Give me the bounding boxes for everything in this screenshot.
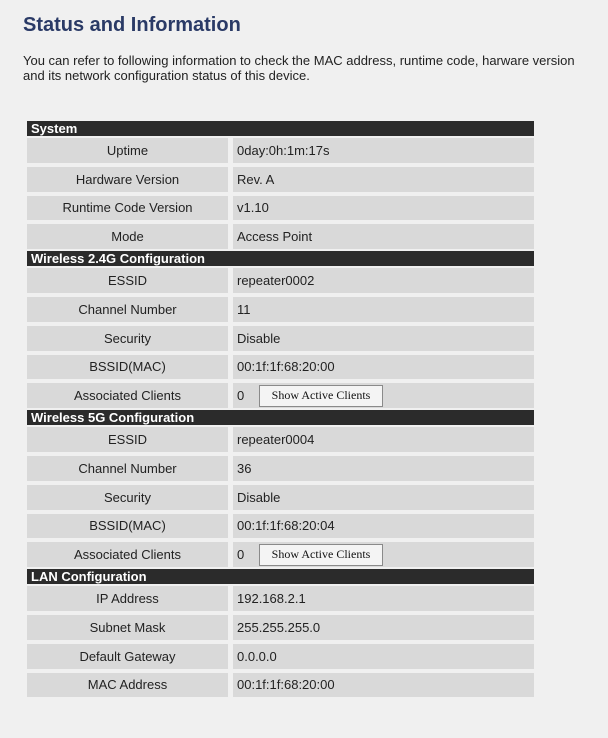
label-runtime-code-version: Runtime Code Version [27,196,228,221]
label-mac-address: MAC Address [27,673,228,698]
value-channel-24g: 11 [233,297,534,322]
label-clients-5g: Associated Clients [27,542,228,567]
label-bssid-24g: BSSID(MAC) [27,355,228,380]
row-bssid-5g [27,512,534,541]
value-clients-24g [233,383,534,408]
value-hardware-version: Rev. A [233,167,534,192]
row-bssid-24g [27,353,534,382]
section-header-wireless-24g: Wireless 2.4G Configuration [27,251,534,266]
row-essid-24g [27,266,534,295]
value-channel-5g: 36 [233,456,534,481]
row-essid-5g [27,425,534,454]
row-channel-5g [27,454,534,483]
value-essid-24g: repeater0002 [233,268,534,293]
row-hardware-version [27,165,534,194]
row-channel-24g [27,295,534,324]
value-runtime-code-version: v1.10 [233,196,534,221]
row-default-gateway [27,642,534,671]
label-uptime: Uptime [27,138,228,163]
value-bssid-5g: 00:1f:1f:68:20:04 [233,514,534,539]
value-clients-5g [233,542,534,567]
label-ip-address: IP Address [27,586,228,611]
label-clients-24g: Associated Clients [27,383,228,408]
section-header-lan: LAN Configuration [27,569,534,584]
value-default-gateway: 0.0.0.0 [233,644,534,669]
section-header-wireless-5g: Wireless 5G Configuration [27,410,534,425]
value-subnet-mask: 255.255.255.0 [233,615,534,640]
value-security-5g: Disable [233,485,534,510]
row-clients-5g [27,540,534,569]
value-mode: Access Point [233,224,534,249]
label-security-24g: Security [27,326,228,351]
row-subnet-mask [27,613,534,642]
row-clients-24g [27,381,534,410]
label-default-gateway: Default Gateway [27,644,228,669]
show-active-clients-24g-button[interactable]: Show Active Clients [259,385,383,407]
row-security-5g [27,483,534,512]
label-subnet-mask: Subnet Mask [27,615,228,640]
clients-count-24g: 0 [237,388,245,404]
label-hardware-version: Hardware Version [27,167,228,192]
status-table [27,121,534,699]
label-mode: Mode [27,224,228,249]
label-essid-24g: ESSID [27,268,228,293]
clients-count-5g: 0 [237,547,245,563]
row-mac-address [27,671,534,700]
row-security-24g [27,324,534,353]
value-ip-address: 192.168.2.1 [233,586,534,611]
value-uptime: 0day:0h:1m:17s [233,138,534,163]
section-header-system: System [27,121,534,136]
label-channel-5g: Channel Number [27,456,228,481]
row-uptime [27,136,534,165]
value-security-24g: Disable [233,326,534,351]
page-title: Status and Information [23,14,241,36]
label-channel-24g: Channel Number [27,297,228,322]
value-mac-address: 00:1f:1f:68:20:00 [233,673,534,698]
show-active-clients-5g-button[interactable]: Show Active Clients [259,544,383,566]
row-ip-address [27,584,534,613]
value-essid-5g: repeater0004 [233,427,534,452]
page-description: You can refer to following information to check the MAC address, runtime code, harware version and its network configuration status of this device. [23,53,575,83]
label-bssid-5g: BSSID(MAC) [27,514,228,539]
row-mode [27,222,534,251]
label-security-5g: Security [27,485,228,510]
value-bssid-24g: 00:1f:1f:68:20:00 [233,355,534,380]
label-essid-5g: ESSID [27,427,228,452]
row-runtime-code-version [27,194,534,223]
